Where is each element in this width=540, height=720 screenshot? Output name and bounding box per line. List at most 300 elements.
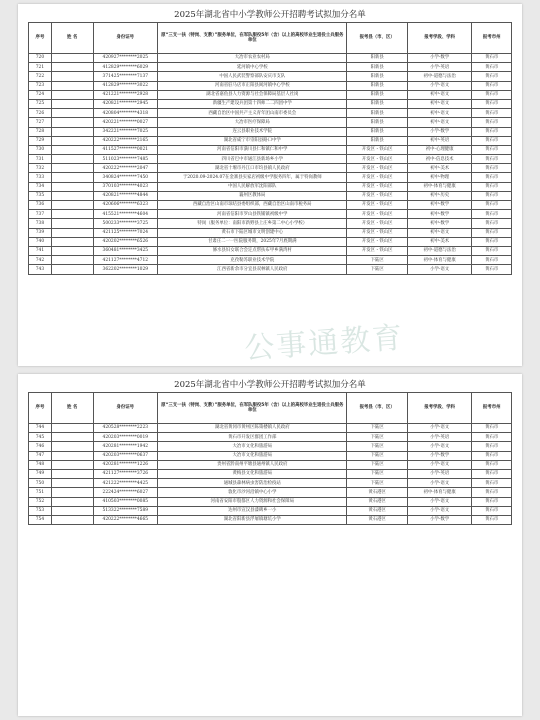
document-page-1 xyxy=(18,4,522,366)
cell-area: 阳新县 xyxy=(347,109,407,118)
cell-city: 黄石市 xyxy=(472,164,512,173)
cell-city: 黄石市 xyxy=(472,479,512,488)
header-id: 身份证号 xyxy=(93,393,158,424)
table-row xyxy=(29,246,512,255)
table-row xyxy=(29,460,512,469)
table-row xyxy=(29,182,512,191)
cell-subject: 初中-体育与健康 xyxy=(407,488,472,497)
cell-unit: 大冶市文化和旅游局 xyxy=(158,442,347,451)
cell-name xyxy=(51,90,93,99)
cell-name xyxy=(51,219,93,228)
cell-city: 黄石市 xyxy=(472,246,512,255)
cell-seq: 732 xyxy=(29,164,52,173)
cell-subject: 小学-数学 xyxy=(407,451,472,460)
cell-unit: 大冶市医疗保障局 xyxy=(158,118,347,127)
header-seq: 序号 xyxy=(29,23,52,54)
cell-unit: 特岗（服务单位：南阳市新野县上庄乡第二中心小学校） xyxy=(158,219,347,228)
cell-area: 黄石港区 xyxy=(347,497,407,506)
cell-subject: 初中-语文 xyxy=(407,118,472,127)
table-row xyxy=(29,442,512,451)
cell-seq: 726 xyxy=(29,109,52,118)
cell-unit: 新疆生产建设兵团第十四师二二四团中学 xyxy=(158,99,347,108)
table-row xyxy=(29,54,512,63)
table-row xyxy=(29,479,512,488)
header-subject: 报考学段、学科 xyxy=(407,23,472,54)
cell-seq: 735 xyxy=(29,191,52,200)
cell-unit: 西藏自治区山南市琼结县委组织部，西藏自治区山南市税务局 xyxy=(158,201,347,210)
cell-city: 黄石市 xyxy=(472,506,512,515)
cell-unit: 达州市宣汉县漆碑乡一小 xyxy=(158,506,347,515)
cell-subject: 初中-信息技术 xyxy=(407,155,472,164)
table-row xyxy=(29,90,512,99)
cell-unit: 四川省巴中市通江县新场乡小学 xyxy=(158,155,347,164)
cell-id: 342221********7025 xyxy=(93,127,158,136)
cell-seq: 751 xyxy=(29,488,52,497)
document-page-2 xyxy=(18,374,522,716)
cell-area: 阳新县 xyxy=(347,99,407,108)
cell-subject: 初中-物理 xyxy=(407,173,472,182)
cell-id: 420281********1226 xyxy=(93,460,158,469)
page-title: 2025年湖北省中小学教师公开招聘考试拟加分名单 xyxy=(174,380,366,390)
cell-subject: 初中-语文 xyxy=(407,228,472,237)
table-row xyxy=(29,488,512,497)
cell-subject: 初中-心理健康 xyxy=(407,145,472,154)
cell-area: 黄石港区 xyxy=(347,488,407,497)
cell-seq: 733 xyxy=(29,173,52,182)
cell-area: 下陆区 xyxy=(347,265,407,274)
cell-unit: 黄石市开发区群团工作部 xyxy=(158,433,347,442)
cell-area: 下陆区 xyxy=(347,442,407,451)
cell-name xyxy=(51,228,93,237)
cell-seq: 731 xyxy=(29,155,52,164)
cell-seq: 749 xyxy=(29,469,52,478)
cell-name xyxy=(51,63,93,72)
cell-unit: 河南省信阳市潢川县仁和镇仁和中学 xyxy=(158,145,347,154)
cell-seq: 746 xyxy=(29,442,52,451)
cell-seq: 729 xyxy=(29,136,52,145)
cell-unit: 西藏自治区中国共产主义青年团山南市委员会 xyxy=(158,109,347,118)
cell-city: 黄石市 xyxy=(472,145,512,154)
cell-name xyxy=(51,433,93,442)
cell-name xyxy=(51,210,93,219)
cell-name xyxy=(51,81,93,90)
cell-area: 下陆区 xyxy=(347,433,407,442)
table-row xyxy=(29,469,512,478)
cell-seq: 728 xyxy=(29,127,52,136)
cell-name xyxy=(51,506,93,515)
header-unit: 原“三支一扶（特岗、支教）”服务单位，在军队服役5年（含）以上的高校毕业生退役士兵服务单位 xyxy=(158,393,347,424)
cell-id: 420281********1942 xyxy=(93,442,158,451)
cell-subject: 小学-语文 xyxy=(407,497,472,506)
cell-id: 420804********4318 xyxy=(93,109,158,118)
cell-name xyxy=(51,109,93,118)
cell-seq: 742 xyxy=(29,256,52,265)
cell-subject: 小学-英语 xyxy=(407,433,472,442)
cell-seq: 736 xyxy=(29,201,52,210)
cell-city: 黄石市 xyxy=(472,442,512,451)
cell-id: 222424********6027 xyxy=(93,488,158,497)
cell-name xyxy=(51,99,93,108)
cell-area: 阳新县 xyxy=(347,54,407,63)
cell-city: 黄石市 xyxy=(472,460,512,469)
cell-unit: 通城县森林病虫害防治检疫站 xyxy=(158,479,347,488)
table-row xyxy=(29,191,512,200)
cell-seq: 727 xyxy=(29,118,52,127)
table-row xyxy=(29,497,512,506)
cell-area: 阳新县 xyxy=(347,136,407,145)
cell-id: 421221********2928 xyxy=(93,90,158,99)
cell-unit: 湖北省黄冈市黄州区陈策楼镇人民政府 xyxy=(158,424,347,433)
table-row xyxy=(29,136,512,145)
cell-name xyxy=(51,515,93,524)
cell-area: 开发区・铁山区 xyxy=(347,219,407,228)
cell-id: 421222********4425 xyxy=(93,479,158,488)
cell-subject: 初中-道德与法治 xyxy=(407,246,472,255)
cell-unit: 河南省驻马店市正阳县闾河镇中心学校 xyxy=(158,81,347,90)
cell-id: 420927********2025 xyxy=(93,54,158,63)
table-row xyxy=(29,451,512,460)
cell-subject: 小学-英语 xyxy=(407,469,472,478)
header-id: 身份证号 xyxy=(93,23,158,54)
cell-seq: 754 xyxy=(29,515,52,524)
cell-id: 420221********0027 xyxy=(93,118,158,127)
cell-unit: 襄州区教体局 xyxy=(158,191,347,200)
table-row xyxy=(29,219,512,228)
cell-area: 开发区・铁山区 xyxy=(347,210,407,219)
cell-area: 开发区・铁山区 xyxy=(347,155,407,164)
cell-subject: 初中-美术 xyxy=(407,237,472,246)
cell-name xyxy=(51,451,93,460)
cell-city: 黄石市 xyxy=(472,256,512,265)
cell-area: 下陆区 xyxy=(347,460,407,469)
cell-name xyxy=(51,442,93,451)
cell-subject: 初中-语文 xyxy=(407,99,472,108)
cell-id: 420606********6323 xyxy=(93,201,158,210)
cell-subject: 初中-美术 xyxy=(407,164,472,173)
cell-city: 黄石市 xyxy=(472,228,512,237)
cell-subject: 小学-语文 xyxy=(407,506,472,515)
cell-area: 下陆区 xyxy=(347,451,407,460)
cell-city: 黄石市 xyxy=(472,469,512,478)
cell-name xyxy=(51,265,93,274)
cell-subject: 小学-语文 xyxy=(407,265,472,274)
cell-seq: 745 xyxy=(29,433,52,442)
cell-city: 黄石市 xyxy=(472,63,512,72)
cell-seq: 724 xyxy=(29,90,52,99)
cell-name xyxy=(51,469,93,478)
cell-unit: 延河镇中心学校 xyxy=(158,63,347,72)
cell-area: 黄石港区 xyxy=(347,506,407,515)
cell-id: 420222********2165 xyxy=(93,136,158,145)
cell-unit: 黄梅县文化和旅游局 xyxy=(158,469,347,478)
cell-id: 340824********7450 xyxy=(93,173,158,182)
cell-area: 下陆区 xyxy=(347,469,407,478)
cell-unit: 敦化市沙河沿镇中心小学 xyxy=(158,488,347,497)
cell-seq: 753 xyxy=(29,506,52,515)
header-city: 报考市州 xyxy=(472,393,512,424)
cell-id: 412829********3022 xyxy=(93,81,158,90)
header-name: 姓 名 xyxy=(51,393,93,424)
cell-id: 420528********2223 xyxy=(93,424,158,433)
cell-city: 黄石市 xyxy=(472,99,512,108)
cell-unit: 大冶市农业农村局 xyxy=(158,54,347,63)
cell-seq: 744 xyxy=(29,424,52,433)
cell-id: 420821********2945 xyxy=(93,99,158,108)
cell-seq: 734 xyxy=(29,182,52,191)
cell-unit: 河南省安阳市殷都区人力资源和社会保障局 xyxy=(158,497,347,506)
cell-id: 415521********4604 xyxy=(93,210,158,219)
cell-seq: 740 xyxy=(29,237,52,246)
cell-city: 黄石市 xyxy=(472,54,512,63)
cell-area: 开发区・铁山区 xyxy=(347,164,407,173)
cell-city: 黄石市 xyxy=(472,191,512,200)
cell-name xyxy=(51,246,93,255)
cell-subject: 初中-英语 xyxy=(407,136,472,145)
cell-name xyxy=(51,155,93,164)
cell-subject: 初中-历史 xyxy=(407,191,472,200)
cell-seq: 739 xyxy=(29,228,52,237)
cell-name xyxy=(51,497,93,506)
cell-id: 420203********0019 xyxy=(93,433,158,442)
cell-unit: 黄石市下陆区城市文明创建中心 xyxy=(158,228,347,237)
table-row xyxy=(29,145,512,154)
cell-name xyxy=(51,136,93,145)
cell-name xyxy=(51,164,93,173)
cell-subject: 小学-数学 xyxy=(407,54,472,63)
cell-city: 黄石市 xyxy=(472,109,512,118)
cell-seq: 738 xyxy=(29,219,52,228)
cell-city: 黄石市 xyxy=(472,201,512,210)
cell-name xyxy=(51,145,93,154)
table-header-row xyxy=(29,393,512,424)
header-area: 报考县（市、区） xyxy=(347,23,407,54)
header-seq: 序号 xyxy=(29,393,52,424)
cell-subject: 初中-数学 xyxy=(407,210,472,219)
watermark-logo: 公事通教育 xyxy=(243,320,406,367)
cell-id: 362202********1029 xyxy=(93,265,158,274)
cell-unit: 克孜勒苏职业技术学院 xyxy=(158,256,347,265)
cell-subject: 初中-数学 xyxy=(407,219,472,228)
cell-subject: 初中-语文 xyxy=(407,90,472,99)
table-row xyxy=(29,72,512,81)
cell-id: 500233********3725 xyxy=(93,219,158,228)
cell-name xyxy=(51,54,93,63)
cell-id: 412829********6029 xyxy=(93,63,158,72)
cell-unit: 大冶市文化和旅游局 xyxy=(158,451,347,460)
cell-unit: 中国人民解放军沈阳部队 xyxy=(158,182,347,191)
cell-city: 黄石市 xyxy=(472,90,512,99)
page-title: 2025年湖北省中小学教师公开招聘考试拟加分名单 xyxy=(174,10,366,20)
cell-name xyxy=(51,182,93,191)
cell-seq: 741 xyxy=(29,246,52,255)
cell-city: 黄石市 xyxy=(472,424,512,433)
cell-city: 黄石市 xyxy=(472,210,512,219)
cell-id: 513322********7589 xyxy=(93,506,158,515)
cell-subject: 小学-英语 xyxy=(407,63,472,72)
cell-id: 420202********6526 xyxy=(93,237,158,246)
cell-city: 黄石市 xyxy=(472,515,512,524)
header-area: 报考县（市、区） xyxy=(347,393,407,424)
cell-unit: 江西省新余市分宜县双林镇人民政府 xyxy=(158,265,347,274)
cell-seq: 725 xyxy=(29,99,52,108)
cell-seq: 721 xyxy=(29,63,52,72)
cell-subject: 初中-道德与法治 xyxy=(407,72,472,81)
cell-area: 开发区・铁山区 xyxy=(347,228,407,237)
cell-unit: 贵州省黔南州平塘县通州镇人民政府 xyxy=(158,460,347,469)
cell-city: 黄石市 xyxy=(472,265,512,274)
cell-id: 411527********0021 xyxy=(93,145,158,154)
table-row xyxy=(29,210,512,219)
cell-area: 开发区・铁山区 xyxy=(347,145,407,154)
cell-name xyxy=(51,237,93,246)
cell-subject: 小学-语文 xyxy=(407,460,472,469)
cell-city: 黄石市 xyxy=(472,237,512,246)
cell-unit: 甘肃庄二一一医院服务期，2025年7月底期满 xyxy=(158,237,347,246)
table-row xyxy=(29,237,512,246)
cell-seq: 737 xyxy=(29,210,52,219)
cell-city: 黄石市 xyxy=(472,118,512,127)
cell-name xyxy=(51,479,93,488)
cell-area: 开发区・铁山区 xyxy=(347,173,407,182)
cell-name xyxy=(51,460,93,469)
cell-area: 开发区・铁山区 xyxy=(347,246,407,255)
cell-id: 420821********4844 xyxy=(93,191,158,200)
cell-area: 下陆区 xyxy=(347,479,407,488)
cell-id: 511023********7485 xyxy=(93,155,158,164)
cell-area: 阳新县 xyxy=(347,81,407,90)
cell-area: 阳新县 xyxy=(347,127,407,136)
table-row xyxy=(29,228,512,237)
cell-id: 371425********7137 xyxy=(93,72,158,81)
cell-id: 420203********0637 xyxy=(93,451,158,460)
cell-subject: 小学-数学 xyxy=(407,127,472,136)
cell-city: 黄石市 xyxy=(472,497,512,506)
cell-seq: 752 xyxy=(29,497,52,506)
cell-subject: 小学-语文 xyxy=(407,81,472,90)
cell-area: 开发区・铁山区 xyxy=(347,201,407,210)
cell-id: 410503********0085 xyxy=(93,497,158,506)
cell-subject: 初中-体育与健康 xyxy=(407,182,472,191)
cell-subject: 初中-数学 xyxy=(407,201,472,210)
cell-seq: 747 xyxy=(29,451,52,460)
cell-unit: 湖北省嘉鱼县人力资源与社会保障局基层人社岗 xyxy=(158,90,347,99)
cell-name xyxy=(51,191,93,200)
cell-city: 黄石市 xyxy=(472,136,512,145)
cell-city: 黄石市 xyxy=(472,155,512,164)
cell-unit: 于2020.09-2024.07在金寨县实家店初级中学服务四年，属于特岗教师 xyxy=(158,173,347,182)
cell-unit: 湖北省咸宁市崇阳县路口中学 xyxy=(158,136,347,145)
table-row xyxy=(29,109,512,118)
cell-unit: 连云县职业技术学院 xyxy=(158,127,347,136)
table-row xyxy=(29,433,512,442)
table-row xyxy=(29,506,512,515)
cell-id: 420222********2047 xyxy=(93,164,158,173)
table-row xyxy=(29,424,512,433)
header-unit: 原“三支一扶（特岗、支教）”服务单位，在军队服役5年（含）以上的高校毕业生退役士兵服务单位 xyxy=(158,23,347,54)
cell-name xyxy=(51,488,93,497)
table-row xyxy=(29,127,512,136)
cell-seq: 750 xyxy=(29,479,52,488)
cell-city: 黄石市 xyxy=(472,173,512,182)
cell-area: 下陆区 xyxy=(347,424,407,433)
cell-id: 421125********7024 xyxy=(93,228,158,237)
cell-area: 开发区・铁山区 xyxy=(347,191,407,200)
cell-subject: 小学-语文 xyxy=(407,424,472,433)
table-row xyxy=(29,164,512,173)
cell-area: 阳新县 xyxy=(347,63,407,72)
cell-unit: 湖北省十堰市丹江口市均县镇人民政府 xyxy=(158,164,347,173)
table-row xyxy=(29,99,512,108)
cell-subject: 初中-体育与健康 xyxy=(407,256,472,265)
cell-area: 阳新县 xyxy=(347,72,407,81)
cell-name xyxy=(51,118,93,127)
cell-city: 黄石市 xyxy=(472,72,512,81)
cell-name xyxy=(51,173,93,182)
cell-subject: 小学-语文 xyxy=(407,442,472,451)
cell-city: 黄石市 xyxy=(472,451,512,460)
score-table xyxy=(28,392,512,525)
cell-area: 黄石港区 xyxy=(347,515,407,524)
header-city: 报考市州 xyxy=(472,23,512,54)
table-row xyxy=(29,155,512,164)
cell-id: 420222********4665 xyxy=(93,515,158,524)
cell-subject: 小学-数学 xyxy=(407,515,472,524)
table-row xyxy=(29,515,512,524)
cell-seq: 720 xyxy=(29,54,52,63)
cell-seq: 723 xyxy=(29,81,52,90)
cell-area: 开发区・铁山区 xyxy=(347,182,407,191)
cell-city: 黄石市 xyxy=(472,81,512,90)
cell-name xyxy=(51,201,93,210)
cell-id: 421127********4712 xyxy=(93,256,158,265)
cell-area: 阳新县 xyxy=(347,118,407,127)
cell-id: 370103********4023 xyxy=(93,182,158,191)
table-row xyxy=(29,201,512,210)
cell-seq: 743 xyxy=(29,265,52,274)
cell-id: 421127********3726 xyxy=(93,469,158,478)
table-row xyxy=(29,118,512,127)
cell-unit: 修水县妇女联合会定点帮扶布甲乡满湾村 xyxy=(158,246,347,255)
cell-city: 黄石市 xyxy=(472,433,512,442)
cell-area: 下陆区 xyxy=(347,256,407,265)
table-row xyxy=(29,63,512,72)
cell-seq: 748 xyxy=(29,460,52,469)
table-header-row xyxy=(29,23,512,54)
cell-city: 黄石市 xyxy=(472,127,512,136)
table-row xyxy=(29,265,512,274)
table-row xyxy=(29,256,512,265)
cell-city: 黄石市 xyxy=(472,182,512,191)
header-subject: 报考学段、学科 xyxy=(407,393,472,424)
header-name: 姓 名 xyxy=(51,23,93,54)
cell-name xyxy=(51,424,93,433)
cell-seq: 730 xyxy=(29,145,52,154)
cell-city: 黄石市 xyxy=(472,219,512,228)
table-row xyxy=(29,81,512,90)
cell-name xyxy=(51,256,93,265)
table-row xyxy=(29,173,512,182)
cell-id: 360481********3425 xyxy=(93,246,158,255)
cell-unit: 湖北省阳新县浮屠镇塘坑小学 xyxy=(158,515,347,524)
cell-seq: 722 xyxy=(29,72,52,81)
cell-area: 阳新县 xyxy=(347,90,407,99)
cell-unit: 河南省信阳市罗山县铁铺镇初级中学 xyxy=(158,210,347,219)
cell-subject: 小学-语文 xyxy=(407,479,472,488)
score-table xyxy=(28,22,512,275)
cell-name xyxy=(51,72,93,81)
cell-name xyxy=(51,127,93,136)
cell-city: 黄石市 xyxy=(472,488,512,497)
